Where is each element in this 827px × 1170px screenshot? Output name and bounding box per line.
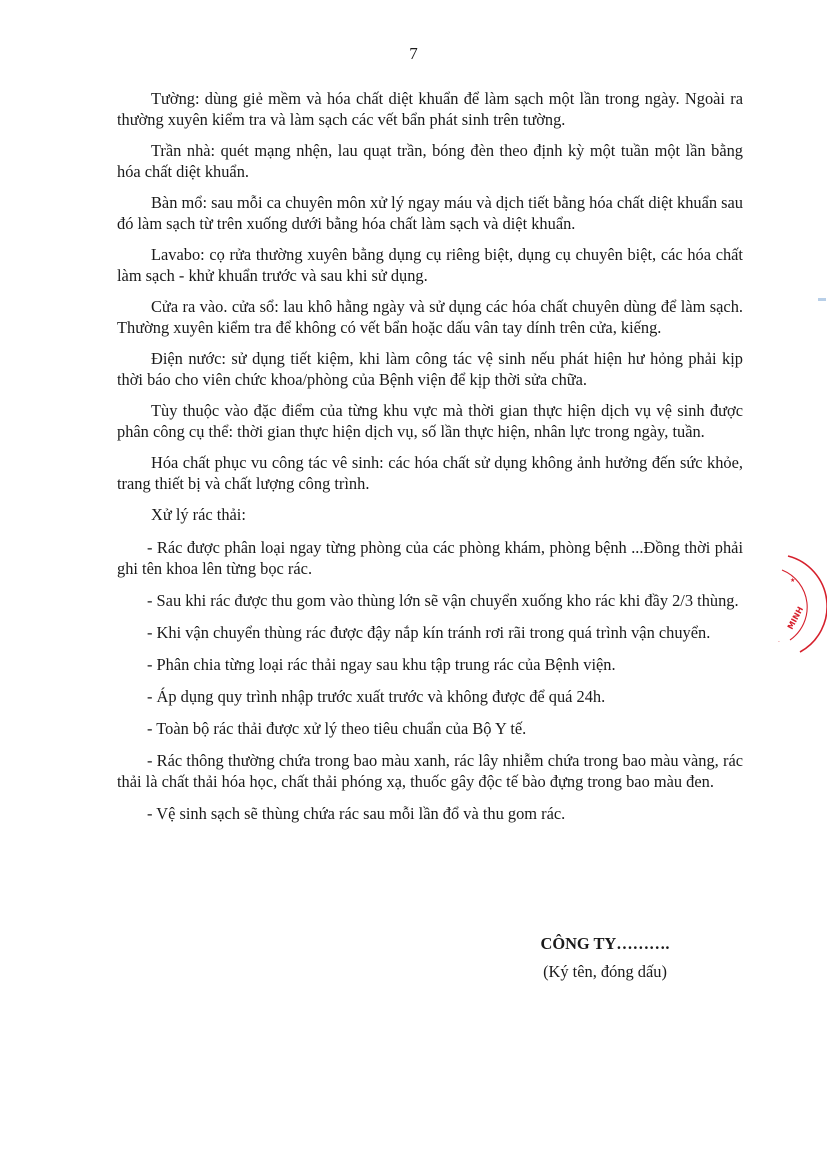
svg-text:★: ★ <box>790 577 796 584</box>
waste-item: - Vệ sinh sạch sẽ thùng chứa rác sau mỗi lần đổ và thu gom rác. <box>147 804 566 823</box>
stamp-icon <box>770 552 827 662</box>
paragraph-doors-windows: Cửa ra vào. cửa sổ: lau khô hằng ngày và sử dụng các hóa chất chuyên dùng để làm sạch. Thường xuyên kiểm tra để không có vết bẩn hoặc dấu vân tay dính trên cửa, kiếng. <box>117 297 743 337</box>
scan-mark <box>818 298 826 301</box>
waste-item: - Khi vận chuyển thùng rác được đậy nắp kín tránh rơi rãi trong quá trình vận chuyển. <box>147 623 711 642</box>
waste-item: - Áp dụng quy trình nhập trước xuất trước và không được để quá 24h. <box>147 687 606 706</box>
waste-item: - Rác thông thường chứa trong bao màu xanh, rác lây nhiễm chứa trong bao màu vàng, rác thải là chất thải hóa học, chất thải phóng xạ, thuốc gây độc tế bào đựng trong bao màu đen. <box>117 751 743 791</box>
paragraph-electricity-water: Điện nước: sử dụng tiết kiệm, khi làm công tác vệ sinh nếu phát hiện hư hỏng phải kịp thời báo cho viên chức khoa/phòng của Bệnh viện để kịp thời sửa chữa. <box>117 349 743 389</box>
signature-block <box>500 930 710 986</box>
waste-item: - Rác được phân loại ngay từng phòng của các phòng khám, phòng bệnh ...Đồng thời phải ghi tên khoa lên từng bọc rác. <box>117 538 743 578</box>
waste-item: - Phân chia từng loại rác thải ngay sau khu tập trung rác của Bệnh viện. <box>147 655 616 674</box>
page-number: 7 <box>409 44 418 63</box>
waste-item: - Sau khi rác được thu gom vào thùng lớn sẽ vận chuyển xuống kho rác khi đầy 2/3 thùng. <box>147 591 739 610</box>
paragraph-lavabo: Lavabo: cọ rửa thường xuyên bằng dụng cụ riêng biệt, dụng cụ chuyên biệt, các hóa chất làm sạch - khử khuẩn trước và sau khi sử dụng. <box>117 245 743 285</box>
signature-note: (Ký tên, đóng dấu) <box>543 962 667 981</box>
document-body <box>117 88 743 835</box>
paragraph-operating-table: Bàn mổ: sau mỗi ca chuyên môn xử lý ngay máu và dịch tiết bằng hóa chất diệt khuẩn sau đó làm sạch từ trên xuống dưới bằng hóa chất làm sạch và diệt khuẩn. <box>117 193 743 233</box>
paragraph-chemicals: Hóa chất phục vu công tác vê sinh: các hóa chất sử dụng không ảnh hưởng đến sức khỏe, trang thiết bị và chất lượng công trình. <box>117 453 743 493</box>
paragraph-scheduling: Tùy thuộc vào đặc điểm của từng khu vực mà thời gian thực hiện dịch vụ vệ sinh được phân công cụ thể: thời gian thực hiện dịch vụ, số lần thực hiện, nhân lực trong ngày, tuần. <box>117 401 743 441</box>
paragraph-ceiling: Trần nhà: quét mạng nhện, lau quạt trần, bóng đèn theo định kỳ một tuần một lần bằng hóa chất diệt khuẩn. <box>117 141 743 181</box>
company-name: CÔNG TY………. <box>540 934 670 953</box>
svg-text:·: · <box>778 639 780 646</box>
svg-text:MINH: MINH <box>785 605 806 631</box>
waste-heading: Xử lý rác thải: <box>151 505 246 524</box>
paragraph-walls: Tường: dùng giẻ mềm và hóa chất diệt khuẩn để làm sạch một lần trong ngày. Ngoài ra thường xuyên kiểm tra và làm sạch các vết bẩn phát sinh trên tường. <box>117 89 743 129</box>
waste-item: - Toàn bộ rác thải được xử lý theo tiêu chuẩn của Bộ Y tế. <box>147 719 527 738</box>
